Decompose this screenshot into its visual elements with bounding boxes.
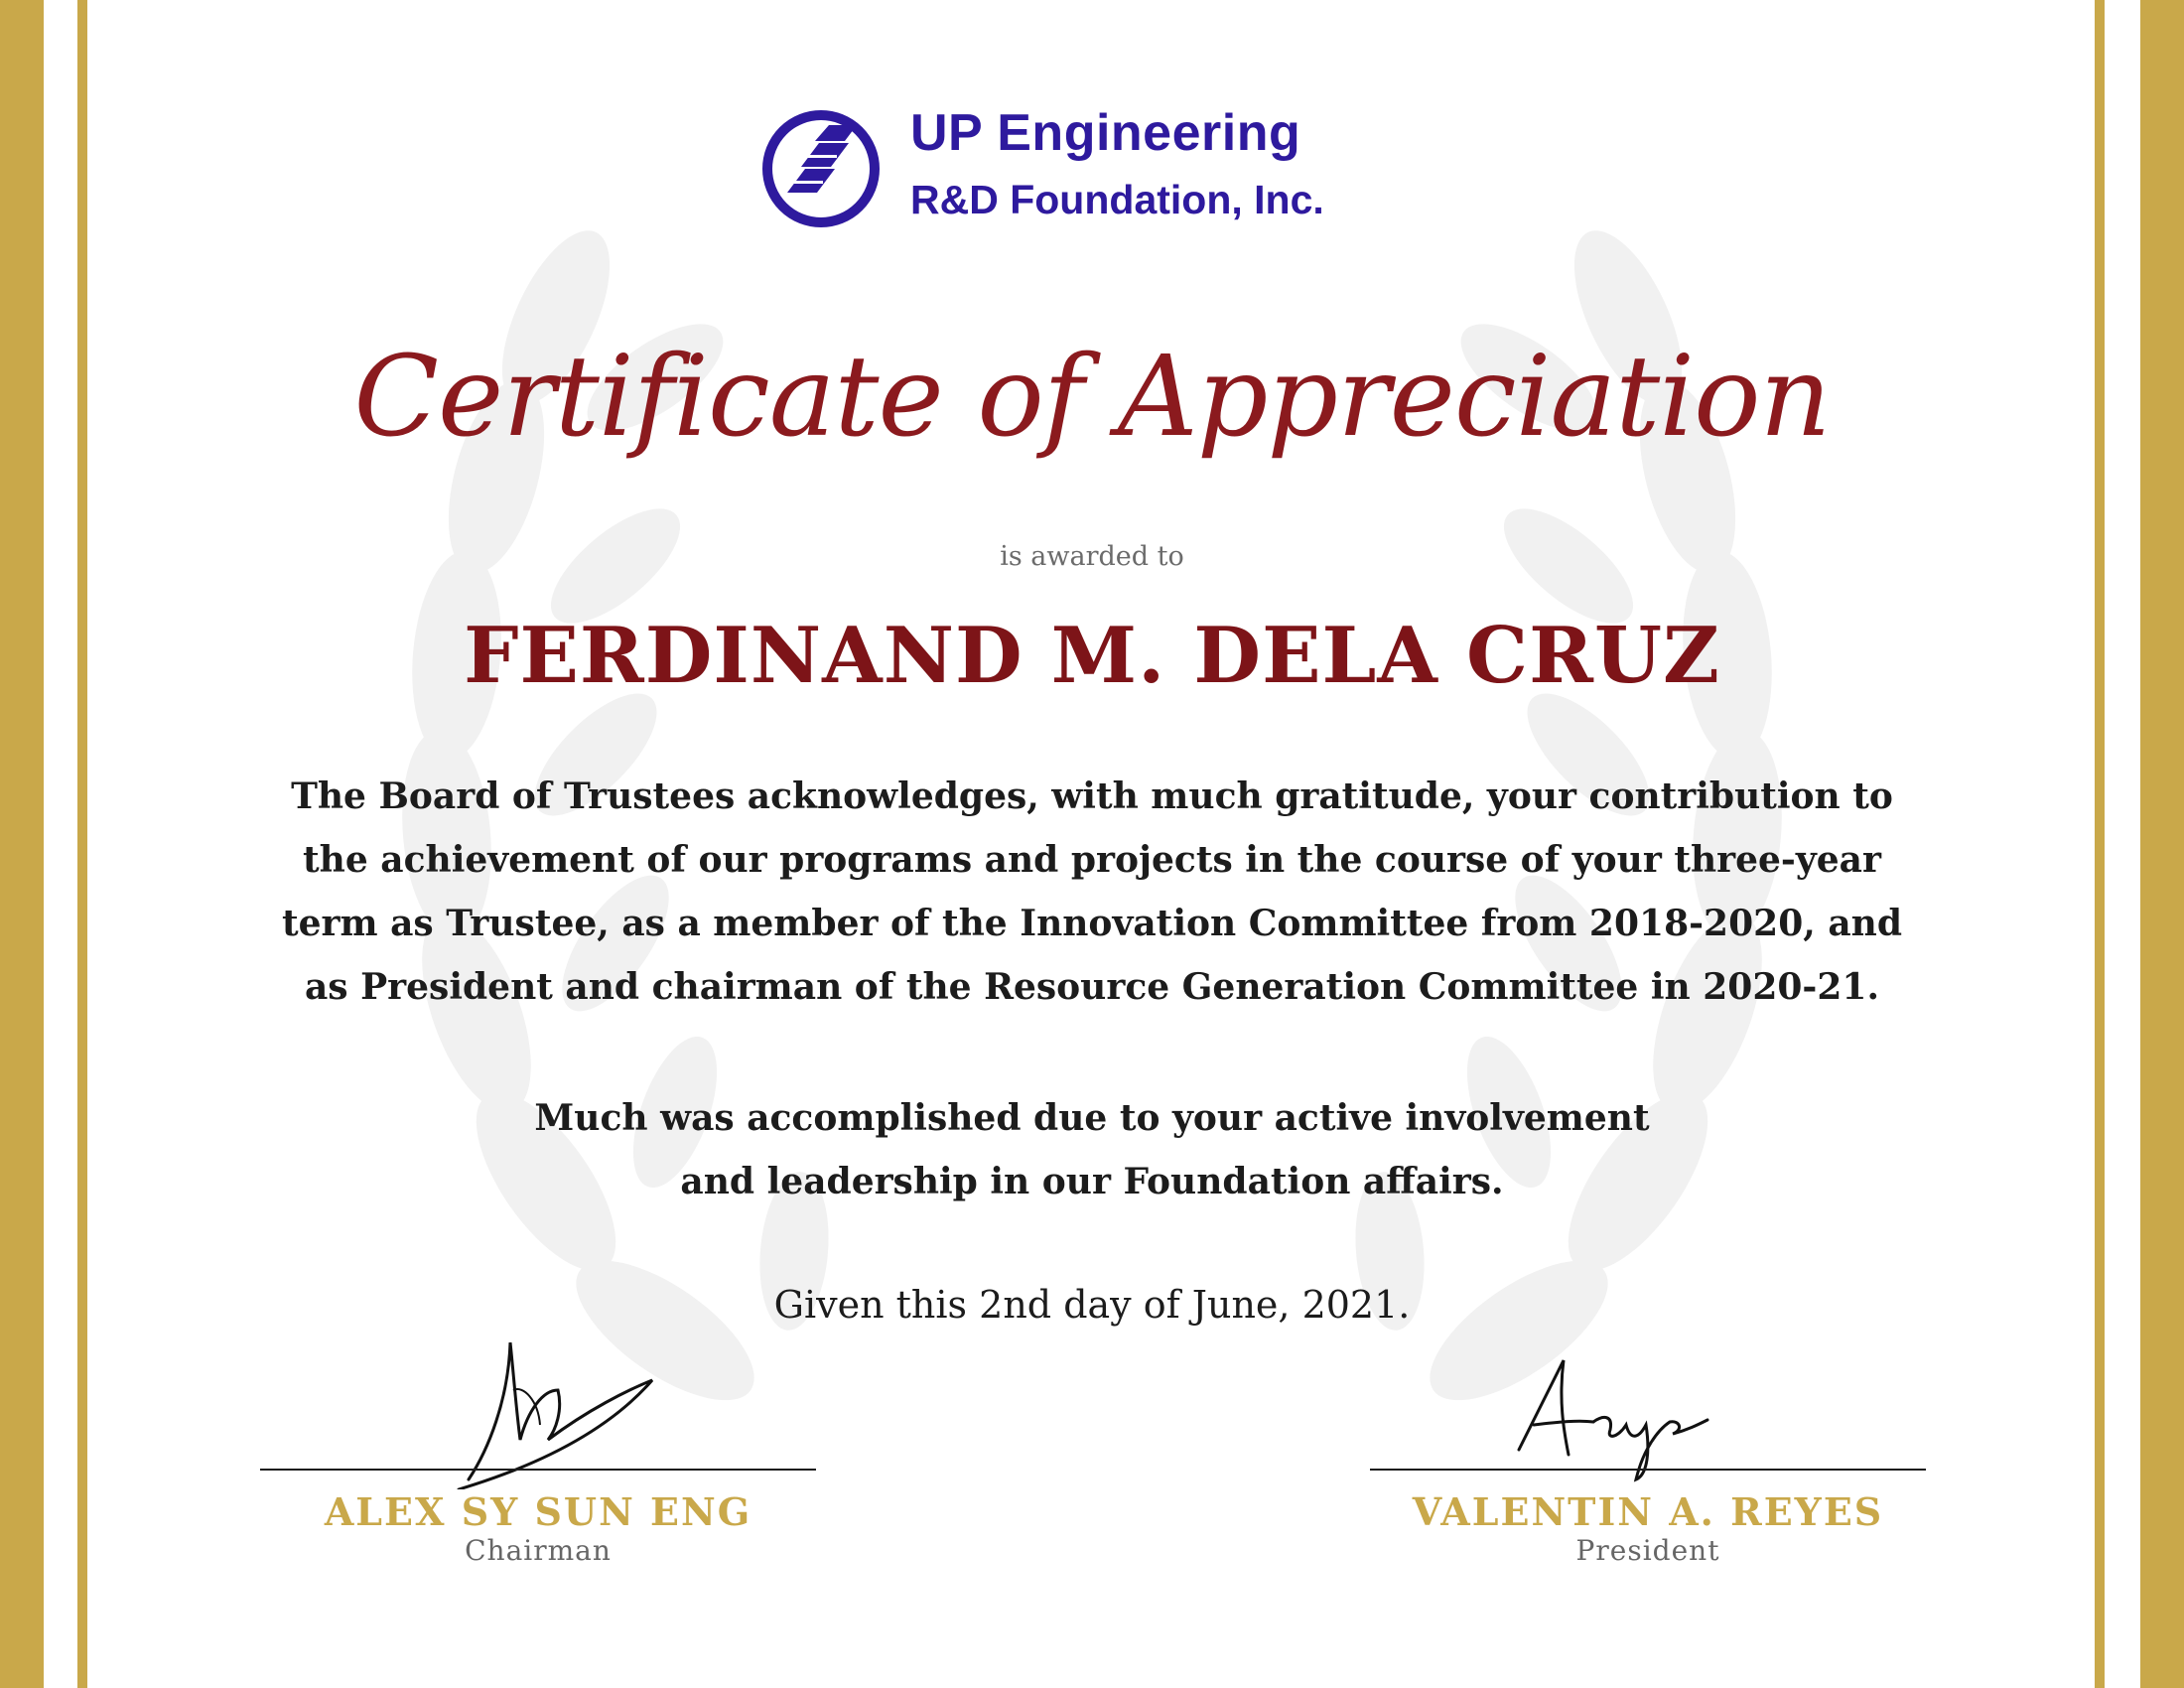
signatory-name: ALEX SY SUN ENG	[324, 1489, 752, 1534]
gold-border-left-inner	[77, 0, 87, 1688]
signature-line	[260, 1469, 816, 1471]
awarded-to-text: is awarded to	[1000, 541, 1184, 572]
signatory-role: President	[1575, 1534, 1720, 1567]
recipient-name: FERDINAND M. DELA CRUZ	[464, 611, 1720, 701]
signature-line	[1370, 1469, 1926, 1471]
signatory-role: Chairman	[465, 1534, 612, 1567]
citation-paragraph	[169, 765, 2015, 1019]
citation-line: the achievement of our programs and projects in the course of your three-year	[303, 839, 1881, 881]
signature-block-chairman	[260, 1331, 816, 1569]
given-date-text: Given this 2nd day of June, 2021.	[773, 1283, 1411, 1327]
closing-paragraph	[169, 1086, 2015, 1213]
gold-border-left	[0, 0, 44, 1688]
citation-line: as President and chairman of the Resource Generation Committee in 2020-21.	[304, 966, 1879, 1008]
certificate-title: Certificate of Appreciation	[353, 333, 1831, 462]
signature-block-president	[1370, 1331, 1926, 1569]
president-signature	[1370, 1331, 1926, 1489]
gold-border-right	[2140, 0, 2184, 1688]
logo-title: UP Engineering	[910, 104, 1301, 162]
foundation-logo-icon	[759, 107, 884, 231]
signatory-name: VALENTIN A. REYES	[1412, 1489, 1884, 1534]
gold-border-right-inner	[2095, 0, 2105, 1688]
closing-line: and leadership in our Foundation affairs.	[680, 1161, 1504, 1202]
citation-line: The Board of Trustees acknowledges, with much gratitude, your contribution to	[291, 775, 1893, 817]
citation-line: term as Trustee, as a member of the Innovation Committee from 2018-2020, and	[281, 903, 1902, 944]
chairman-signature	[260, 1331, 816, 1489]
foundation-logo	[759, 104, 1405, 236]
logo-subtitle: R&D Foundation, Inc.	[910, 177, 1324, 222]
closing-line: Much was accomplished due to your active involvement	[534, 1097, 1650, 1139]
